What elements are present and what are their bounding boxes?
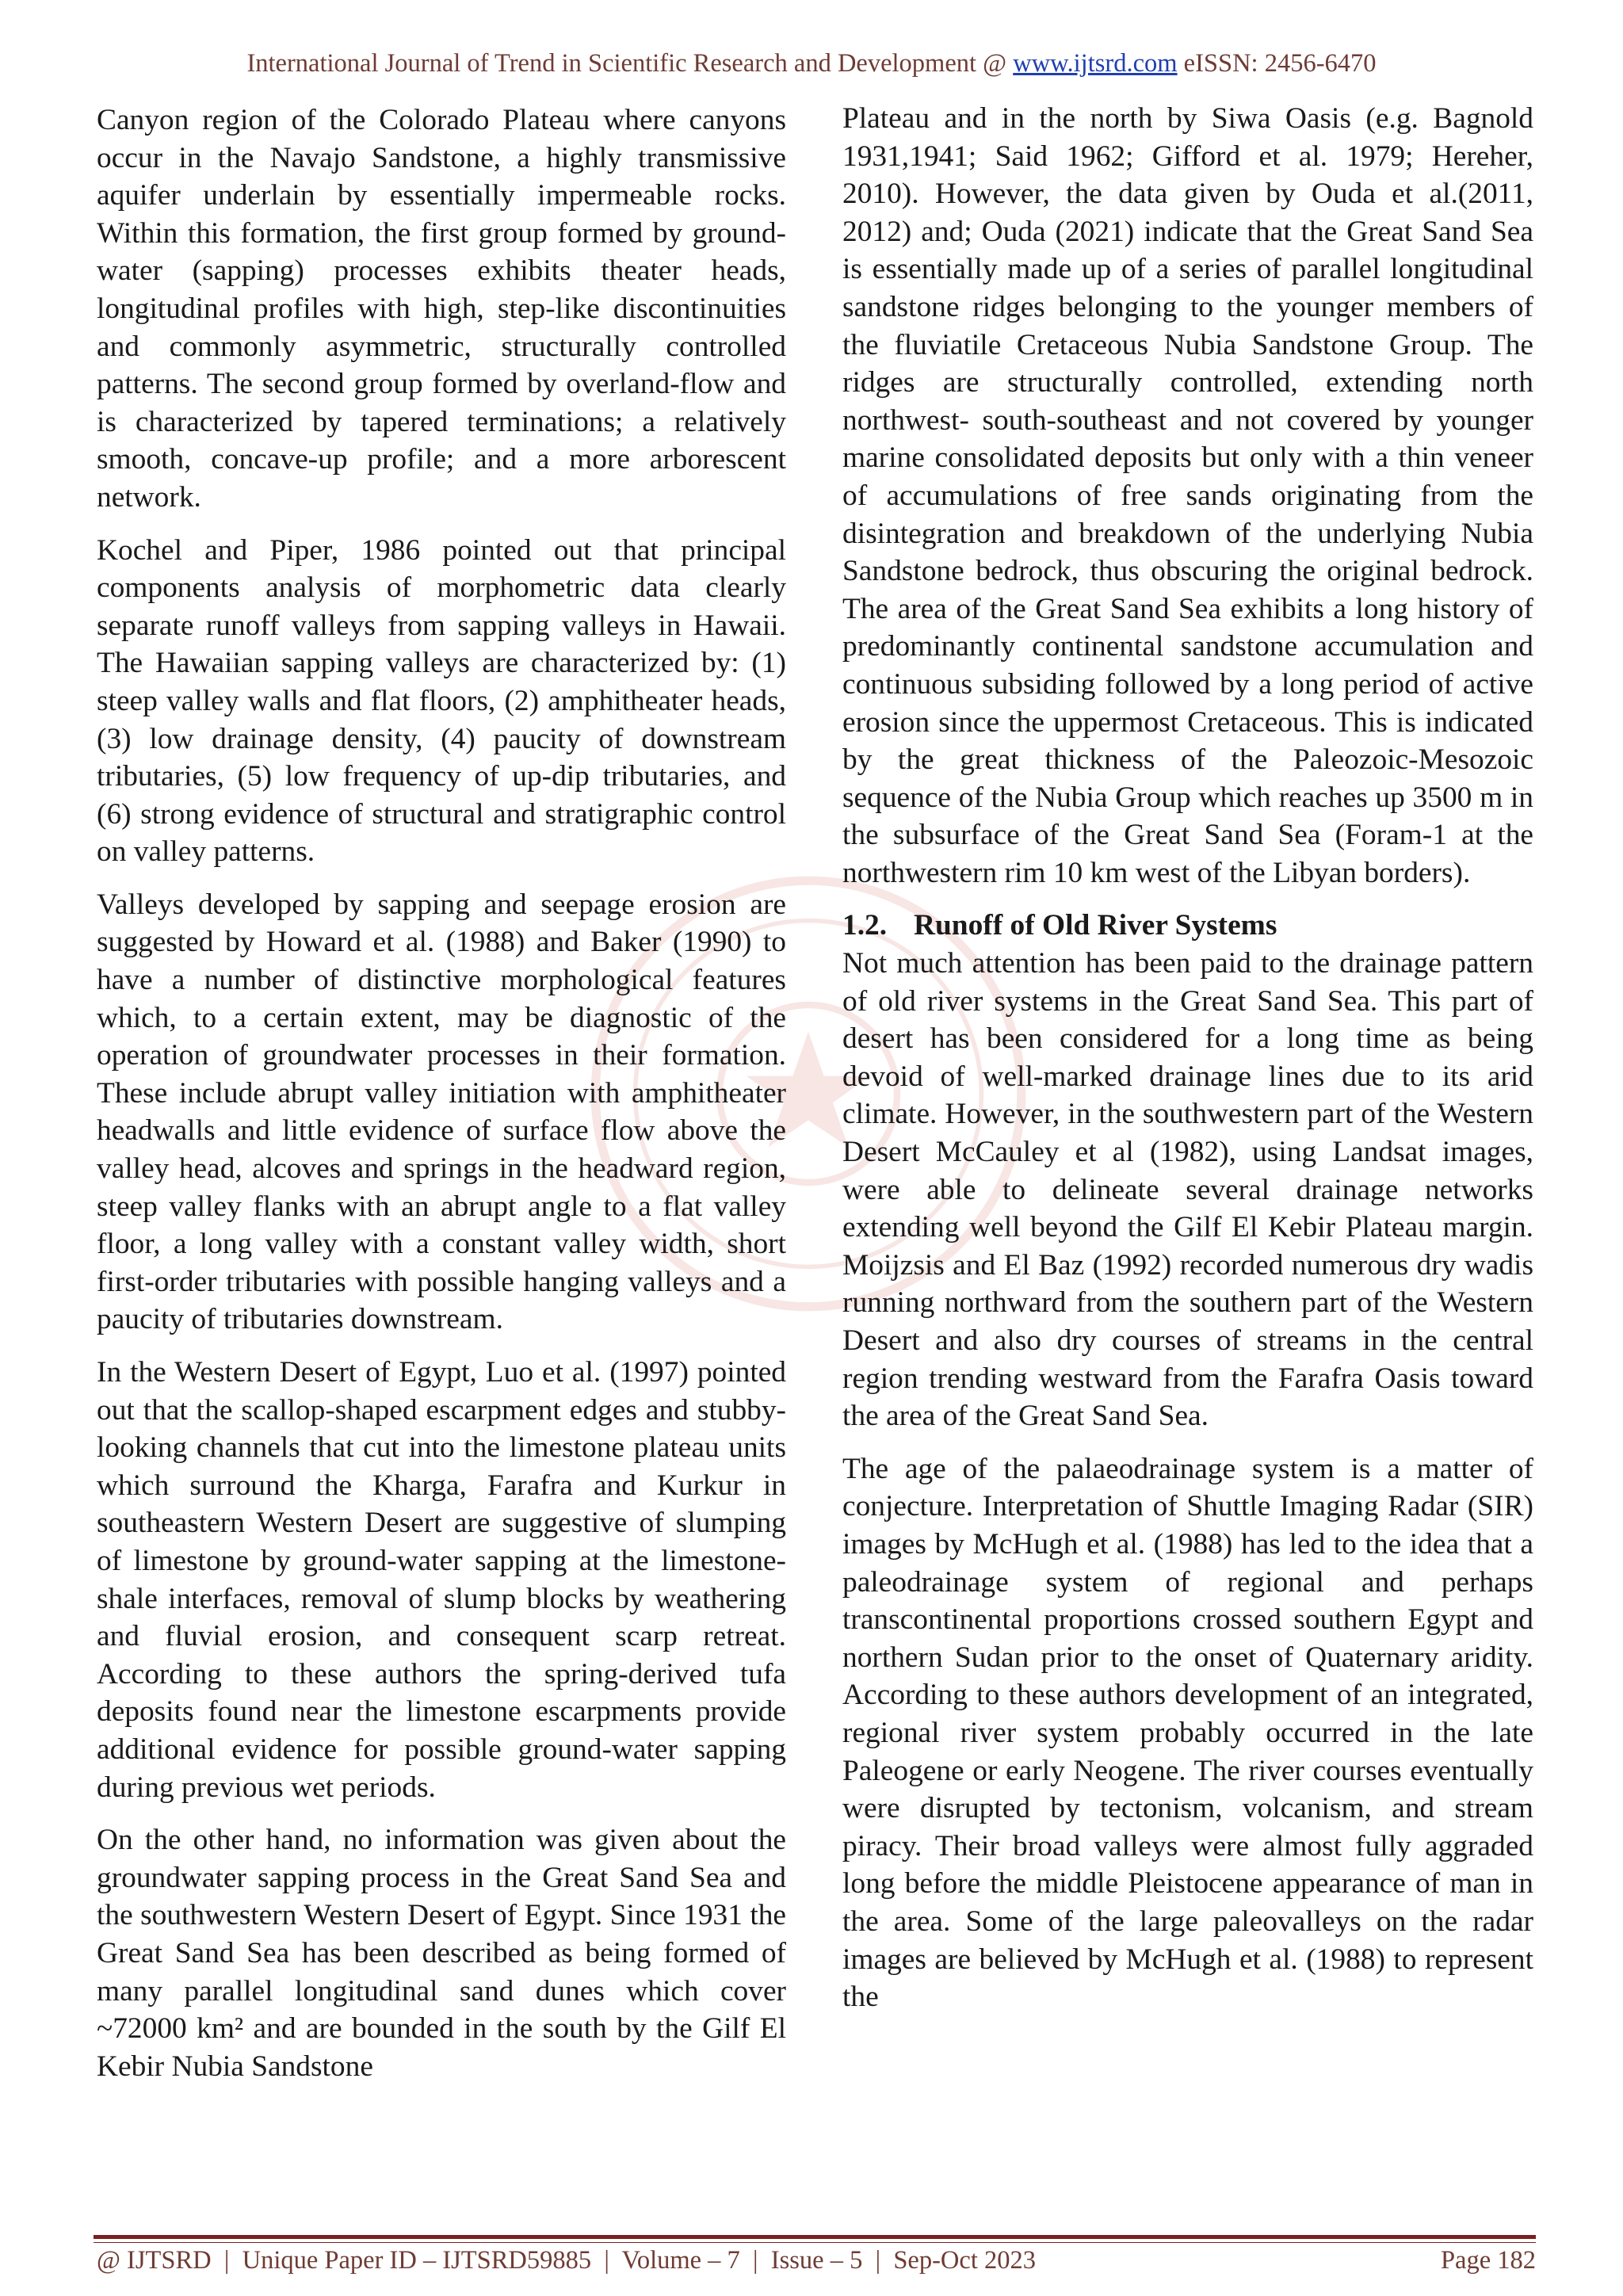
header-journal-name: International Journal of Trend in Scientific Research and Development @ xyxy=(246,49,1014,78)
paragraph: The age of the palaeodrainage system is a matter of conjecture. Interpretation of Shuttle Imaging Radar (SIR) images by McHugh et al. (1988) has led to the idea that a paleodrainage system of regional and perhaps transcontinental proportions crossed southern Egypt and northern Sudan prior to the onset of Quaternary aridity. According to these authors development of an integrated, regional river system probably occurred in the late Paleogene or early Neogene. The river courses eventually were disrupted by tectonism, volcanism, and stream piracy. Their broad valleys were almost fully aggraded long before the middle Pleistocene appearance of man in the area. Some of the large paleovalleys on the radar images are believed by McHugh et al. (1988) to represent the xyxy=(842,1452,1533,2014)
paragraph: Not much attention has been paid to the drainage pattern of old river systems in the Great Sand Sea. This part of desert has been considered for a long time as being devoid of well-marked drainage lines due to its arid climate. However, in the southwestern part of the Western Desert McCauley et al (1982), using Landsat images, were able to delineate several drainage networks extending well beyond the Gilf El Kebir Plateau margin. Moijzsis and El Baz (1992) recorded numerous dry wadis running northward from the southern part of the Western Desert and also dry courses of streams in the central region trending westward from the Farafra Oasis toward the area of the Great Sand Sea. xyxy=(842,947,1533,1433)
footer-citation: @ IJTSRD | Unique Paper ID – IJTSRD59885 | Volume – 7 | Issue – 5 | Sep-Oct 2023 xyxy=(97,2246,1036,2275)
journal-website-link[interactable]: www.ijtsrd.com xyxy=(1013,49,1178,78)
running-header xyxy=(0,49,1623,78)
page-footer xyxy=(97,2246,1536,2275)
paragraph: On the other hand, no information was given about the groundwater sapping process in the Great Sand Sea and the southwestern Western Desert of Egypt. Since 1931 the Great Sand Sea has been described as being formed of many parallel longitudinal sand dunes which cover ~72000 km² and are bounded in the south by the Gilf El Kebir Nubia Sandstone xyxy=(97,1824,786,2083)
left-column xyxy=(97,101,786,2100)
section-number: 1.2. xyxy=(842,909,888,942)
paragraph: In the Western Desert of Egypt, Luo et al. (1997) pointed out that the scallop-shaped escarpment edges and stubby-looking channels that cut into the limestone plateau units which surround the Kharga, Farafra and Kurkur in southeastern Western Desert are suggestive of slumping of limestone by ground-water sapping at the limestone-shale interfaces, removal of slump blocks by weathering and fluvial erosion, and consequent scarp retreat. According to these authors the spring-derived tufa deposits found near the limestone escarpments provide additional evidence for possible ground-water sapping during previous wet periods. xyxy=(97,1356,786,1804)
header-issn: eISSN: 2456-6470 xyxy=(1177,49,1377,78)
paragraph: Kochel and Piper, 1986 pointed out that principal components analysis of morphometric data clearly separate runoff valleys from sapping valleys in Hawaii. The Hawaiian sapping valleys are characterized by: (1) steep valley walls and flat floors, (2) amphitheater heads, (3) low drainage density, (4) paucity of downstream tributaries, (5) low frequency of up-dip tributaries, and (6) strong evidence of structural and stratigraphic control on valley patterns. xyxy=(97,533,786,869)
section-heading xyxy=(842,907,1533,945)
paragraph: Valleys developed by sapping and seepage erosion are suggested by Howard et al. (1988) and Baker (1990) to have a number of distinctive morphological features which, to a certain extent, may be diagnostic of the operation of groundwater processes in their formation. These include abrupt valley initiation with amphitheater headwalls and little evidence of surface flow above the valley head, alcoves and springs in the headward region, steep valley flanks with an abrupt angle to a flat valley floor, a long valley with a constant valley width, short first-order tributaries with possible hanging valleys and a paucity of tributaries downstream. xyxy=(97,888,786,1336)
paragraph: Canyon region of the Colorado Plateau where canyons occur in the Navajo Sandstone, a highly transmissive aquifer underlain by essentially impermeable rocks. Within this formation, the first group formed by ground-water (sapping) processes exhibits theater heads, longitudinal profiles with high, step-like discontinuities and commonly asymmetric, structurally controlled patterns. The second group formed by overland-flow and is characterized by tapered terminations; a relatively smooth, concave-up profile; and a more arborescent network. xyxy=(97,104,786,514)
footer-rule-thin xyxy=(94,2242,1536,2243)
footer-rule-thick xyxy=(94,2235,1536,2239)
right-column xyxy=(842,100,1533,2031)
paragraph: Plateau and in the north by Siwa Oasis (e.g. Bagnold 1931,1941; Said 1962; Gifford et al. 1979; Hereher, 2010). However, the data given by Ouda et al.(2011, 2012) and; Ouda (2021) indicate that the Great Sand Sea is essentially made up of a series of parallel longitudinal sandstone ridges belonging to the younger members of the fluviatile Cretaceous Nubia Sandstone Group. The ridges are structurally controlled, extending north northwest- south-southeast and not covered by younger marine consolidated deposits but only with a thin veneer of accumulations of free sands originating from the disintegration and breakdown of the underlying Nubia Sandstone bedrock, thus obscuring the original bedrock. The area of the Great Sand Sea exhibits a long history of predominantly continental sandstone accumulation and continuous subsiding followed by a long period of active erosion since the uppermost Cretaceous. This is indicated by the great thickness of the Paleozoic-Mesozoic sequence of the Nubia Group which reaches up 3500 m in the subsurface of the Great Sand Sea (Foram-1 at the northwestern rim 10 km west of the Libyan borders). xyxy=(842,102,1533,889)
section-title: Runoff of Old River Systems xyxy=(914,909,1277,942)
page-number: Page 182 xyxy=(1440,2246,1536,2275)
